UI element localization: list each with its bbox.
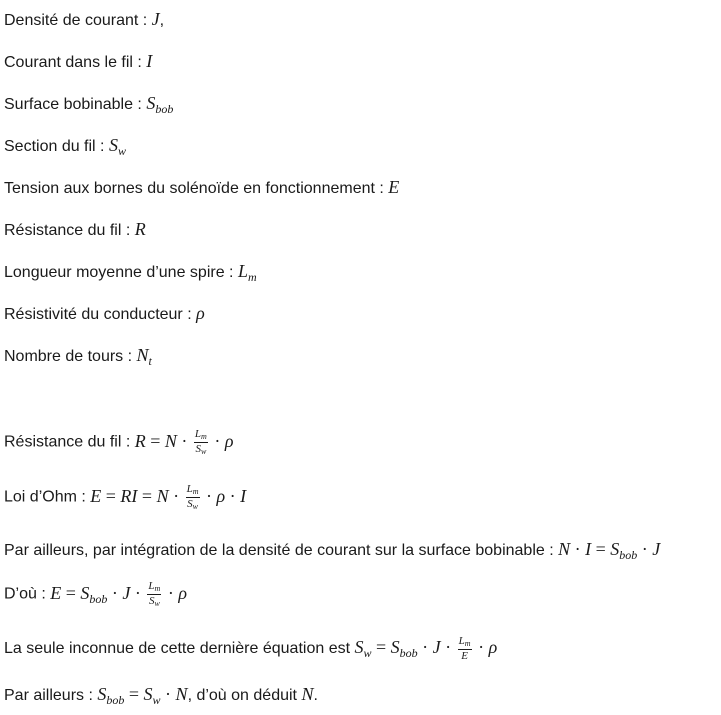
definition-resistance: Résistance du fil : R [4, 219, 146, 239]
definition-resistivity: Résistivité du conducteur : ρ [4, 303, 205, 323]
symbol-I: I [146, 51, 153, 71]
formula-resistance: R = N · $\frac{L_m}{S_w}$ · ρ [134, 428, 234, 456]
definition-current: Courant dans le fil : I [4, 51, 153, 71]
formula-wire-section: $S_w = S_{bob} \cdot J$ · $\frac{L_m}{E}$ · ρ [354, 635, 498, 662]
formula-voltage: $E = S_{bob} \cdot J$ · $\frac{L_m}{S_w}$ · ρ [50, 580, 187, 608]
equation-unknown: La seule inconnue de cette dernière équation est $S_w = S_{bob} \cdot J$ · $\frac{L_m}{E}$ · ρ [4, 635, 498, 662]
symbol-R: R [134, 219, 146, 239]
equation-final: Par ailleurs : $S_{bob} = S_w \cdot N$, d’où on déduit N. [4, 684, 318, 707]
equation-dou: D’où : $E = S_{bob} \cdot J$ · $\frac{L_m}{S_w}$ · ρ [4, 580, 187, 608]
symbol-S-w: $S_w$ [108, 135, 126, 158]
equation-resistance: Résistance du fil : R = N · $\frac{L_m}{S_w}$ · ρ [4, 428, 234, 456]
symbol-rho: ρ [196, 303, 205, 323]
equation-ohm: Loi d’Ohm : E = RI = N · $\frac{L_m}{S_w}$ · ρ · I [4, 483, 247, 511]
definition-winding-area: Surface bobinable : $S_{bob}$ [4, 93, 174, 116]
equation-integration: Par ailleurs, par intégration de la densité de courant sur la surface bobinable : $N \cdot I = S_{bob} \cdot J$ [4, 539, 661, 562]
symbol-N-t: $N_t$ [136, 345, 152, 368]
definition-wire-section: Section du fil : $S_w$ [4, 135, 126, 158]
definition-turns: Nombre de tours : $N_t$ [4, 345, 152, 368]
formula-integration: $N \cdot I = S_{bob} \cdot J$ [558, 539, 661, 562]
symbol-N: N [301, 684, 314, 704]
symbol-L-m: $L_m$ [237, 261, 257, 284]
definition-turn-length: Longueur moyenne d’une spire : $L_m$ [4, 261, 257, 284]
definition-current-density: Densité de courant : J, [4, 9, 165, 29]
definition-voltage: Tension aux bornes du solénoïde en fonctionnement : E [4, 177, 400, 197]
formula-ohm: E = RI = N · $\frac{L_m}{S_w}$ · ρ · I [90, 483, 247, 511]
symbol-S-bob: $S_{bob}$ [146, 93, 174, 116]
formula-winding-area: $S_{bob} = S_w \cdot N$ [97, 684, 188, 707]
symbol-J: J [151, 9, 160, 29]
symbol-E: E [388, 177, 400, 197]
